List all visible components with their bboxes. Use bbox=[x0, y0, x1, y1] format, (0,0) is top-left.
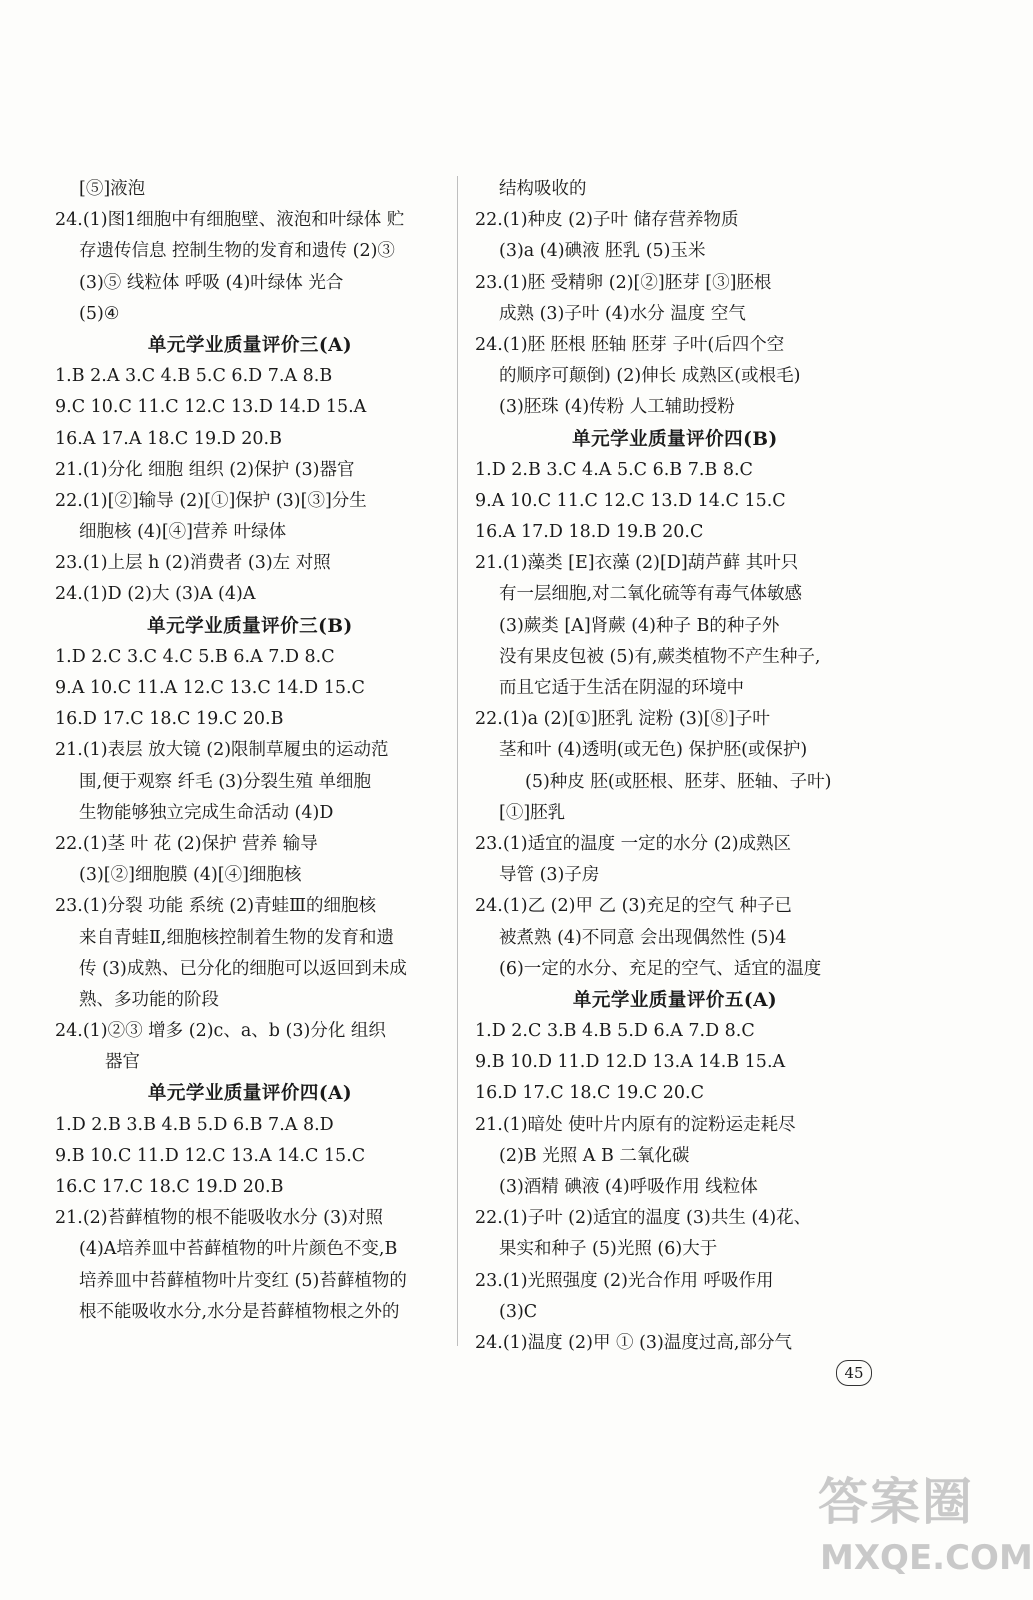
answer-line: (3)a (4)碘液 胚乳 (5)玉米 bbox=[499, 241, 706, 262]
answer-line: 22.(1)子叶 (2)适宜的温度 (3)共生 (4)花、 bbox=[475, 1208, 812, 1229]
answer-line: [⑤]液泡 bbox=[79, 179, 146, 199]
answer-line: 9.C 10.C 11.C 12.C 13.D 14.D 15.A bbox=[55, 397, 367, 418]
section-heading: 单元学业质量评价四(A) bbox=[147, 1083, 353, 1105]
answer-line: 9.B 10.C 11.D 12.C 13.A 14.C 15.C bbox=[55, 1145, 366, 1166]
section-heading: 单元学业质量评价五(A) bbox=[572, 989, 778, 1011]
answer-line: 存遗传信息 控制生物的发育和遗传 (2)③ bbox=[79, 241, 395, 262]
answer-line: (3)胚珠 (4)传粉 人工辅助授粉 bbox=[499, 397, 735, 418]
answer-line: 9.A 10.C 11.C 12.C 13.D 14.C 15.C bbox=[475, 490, 786, 511]
answer-line: 21.(1)分化 细胞 组织 (2)保护 (3)器官 bbox=[55, 459, 355, 480]
page-number: 45 bbox=[836, 1360, 872, 1386]
answer-line: 茎和叶 (4)透明(或无色) 保护胚(或保护) bbox=[499, 740, 808, 761]
answer-line: 熟、多功能的阶段 bbox=[79, 989, 219, 1010]
answer-line: 23.(1)上层 h (2)消费者 (3)左 对照 bbox=[55, 553, 331, 574]
answer-line: 1.D 2.C 3.B 4.B 5.D 6.A 7.D 8.C bbox=[475, 1021, 755, 1042]
answer-line: 1.B 2.A 3.C 4.B 5.C 6.D 7.A 8.B bbox=[55, 366, 333, 387]
answer-line: 22.(1)[②]输导 (2)[①]保护 (3)[③]分生 bbox=[55, 490, 367, 511]
answer-line: 22.(1)茎 叶 花 (2)保护 营养 输导 bbox=[55, 833, 318, 854]
answer-line: 导管 (3)子房 bbox=[499, 865, 600, 886]
answer-line: (3)蕨类 [A]肾蕨 (4)种子 B的种子外 bbox=[499, 615, 780, 636]
answer-line: 1.D 2.C 3.C 4.C 5.B 6.A 7.D 8.C bbox=[55, 646, 335, 667]
answer-line: 21.(1)藻类 [E]衣藻 (2)[D]葫芦藓 其叶只 bbox=[475, 553, 799, 574]
answer-line: 24.(1)②③ 增多 (2)c、a、b (3)分化 组织 bbox=[55, 1021, 386, 1042]
section-heading: 单元学业质量评价三(A) bbox=[147, 334, 353, 356]
answer-line: 来自青蛙Ⅱ,细胞核控制着生物的发育和遗 bbox=[79, 927, 394, 948]
left-column bbox=[55, 174, 445, 1328]
answer-line: 16.D 17.C 18.C 19.C 20.C bbox=[475, 1083, 704, 1104]
answer-line: (5)④ bbox=[79, 303, 120, 324]
answer-line: (2)B 光照 A B 二氧化碳 bbox=[499, 1145, 690, 1166]
answer-line: 16.A 17.D 18.D 19.B 20.C bbox=[475, 522, 704, 543]
answer-line: 9.A 10.C 11.A 12.C 13.C 14.D 15.C bbox=[55, 678, 365, 698]
answer-line: 根不能吸收水分,水分是苔藓植物根之外的 bbox=[79, 1301, 400, 1322]
answer-line: 16.D 17.C 18.C 19.C 20.B bbox=[55, 709, 284, 730]
column-divider bbox=[457, 176, 458, 1346]
answer-line: 16.C 17.C 18.C 19.D 20.B bbox=[55, 1177, 284, 1197]
watermark-logo bbox=[818, 1462, 1033, 1590]
answer-line: 24.(1)温度 (2)甲 ① (3)温度过高,部分气 bbox=[475, 1332, 792, 1353]
answer-line: 果实和种子 (5)光照 (6)大于 bbox=[499, 1239, 718, 1260]
answer-line: (3)酒精 碘液 (4)呼吸作用 线粒体 bbox=[499, 1177, 758, 1197]
answer-line: 器官 bbox=[105, 1052, 140, 1073]
answer-line: 的顺序可颠倒) (2)伸长 成熟区(或根毛) bbox=[499, 366, 801, 387]
answer-line: 21.(2)苔藓植物的根不能吸收水分 (3)对照 bbox=[55, 1208, 383, 1229]
answer-line: 23.(1)分裂 功能 系统 (2)青蛙Ⅲ的细胞核 bbox=[55, 896, 376, 917]
answer-line: [①]胚乳 bbox=[499, 802, 566, 823]
answer-line: (3)C bbox=[499, 1301, 538, 1322]
answer-line: 没有果皮包被 (5)有,蕨类植物不产生种子, bbox=[499, 646, 821, 667]
watermark-url: MXQE.COM bbox=[820, 1538, 1033, 1578]
answer-line: 22.(1)a (2)[①]胚乳 淀粉 (3)[⑧]子叶 bbox=[475, 709, 770, 730]
answer-line: 21.(1)暗处 使叶片内原有的淀粉运走耗尽 bbox=[475, 1114, 796, 1135]
watermark-brand: 答案圈 bbox=[818, 1473, 974, 1531]
answer-line: (3)⑤ 线粒体 呼吸 (4)叶绿体 光合 bbox=[79, 272, 344, 293]
answer-line: 细胞核 (4)[④]营养 叶绿体 bbox=[79, 522, 287, 543]
answer-line: 被煮熟 (4)不同意 会出现偶然性 (5)4 bbox=[499, 927, 787, 948]
answer-line: 24.(1)胚 胚根 胚轴 胚芽 子叶(后四个空 bbox=[475, 334, 785, 355]
answer-line: 9.B 10.D 11.D 12.D 13.A 14.B 15.A bbox=[475, 1052, 786, 1073]
answer-line: 传 (3)成熟、已分化的细胞可以返回到未成 bbox=[79, 958, 407, 979]
right-column bbox=[475, 174, 875, 1359]
answer-line: 1.D 2.B 3.B 4.B 5.D 6.B 7.A 8.D bbox=[55, 1114, 334, 1135]
answer-line: (6)一定的水分、充足的空气、适宜的温度 bbox=[499, 958, 822, 979]
answer-line: 而且它适于生活在阴湿的环境中 bbox=[499, 678, 744, 698]
answer-line: 24.(1)D (2)大 (3)A (4)A bbox=[55, 584, 256, 605]
answer-line: 23.(1)胚 受精卵 (2)[②]胚芽 [③]胚根 bbox=[475, 272, 772, 293]
answer-line: (4)A培养皿中苔藓植物的叶片颜色不变,B bbox=[79, 1239, 398, 1260]
answer-line: 22.(1)种皮 (2)子叶 储存营养物质 bbox=[475, 210, 739, 231]
answer-line: 23.(1)适宜的温度 一定的水分 (2)成熟区 bbox=[475, 833, 792, 854]
answer-line: 1.D 2.B 3.C 4.A 5.C 6.B 7.B 8.C bbox=[475, 459, 753, 480]
answer-line: (3)[②]细胞膜 (4)[④]细胞核 bbox=[79, 865, 302, 886]
answer-line: 23.(1)光照强度 (2)光合作用 呼吸作用 bbox=[475, 1270, 774, 1291]
answer-line: 24.(1)乙 (2)甲 乙 (3)充足的空气 种子已 bbox=[475, 896, 792, 917]
answer-line: 生物能够独立完成生命活动 (4)D bbox=[79, 802, 334, 823]
answer-line: 21.(1)表层 放大镜 (2)限制草履虫的运动范 bbox=[55, 740, 389, 761]
answer-line: 培养皿中苔藓植物叶片变红 (5)苔藓植物的 bbox=[79, 1270, 407, 1291]
section-heading: 单元学业质量评价三(B) bbox=[147, 615, 353, 637]
answer-line: 围,便于观察 纤毛 (3)分裂生殖 单细胞 bbox=[79, 771, 372, 792]
answer-line: 有一层细胞,对二氧化硫等有毒气体敏感 bbox=[499, 584, 803, 605]
answer-line: 结构吸收的 bbox=[499, 179, 587, 199]
answer-line: 24.(1)图1细胞中有细胞壁、液泡和叶绿体 贮 bbox=[55, 210, 405, 231]
section-heading: 单元学业质量评价四(B) bbox=[572, 428, 778, 450]
answer-line: (5)种皮 胚(或胚根、胚芽、胚轴、子叶) bbox=[525, 771, 832, 792]
answer-line: 成熟 (3)子叶 (4)水分 温度 空气 bbox=[499, 303, 746, 324]
answer-line: 16.A 17.A 18.C 19.D 20.B bbox=[55, 428, 282, 449]
